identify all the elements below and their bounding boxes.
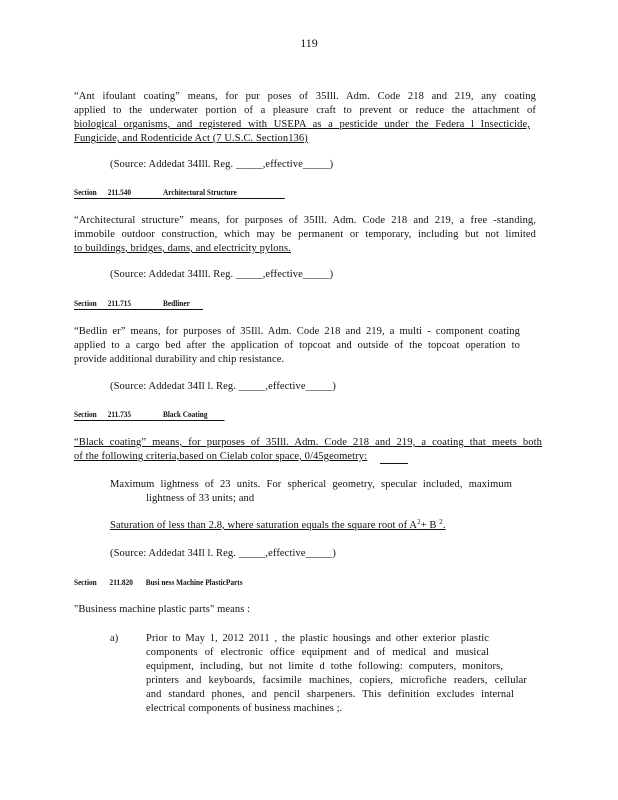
antifoulant-source: (Source: Addedat 34Ill. Reg. _____,effective_____) xyxy=(110,159,334,170)
bedliner-source: (Source: Addedat 34Il l. Reg. _____,effective_____) xyxy=(110,381,336,392)
section-heading-211-715 xyxy=(74,298,203,310)
page-number: 119 xyxy=(300,36,318,50)
business-machine-item-line-3: equipment, including, but not limite d tothe following: computers, monitors, xyxy=(146,661,503,672)
business-machine-item-line-2: components of electronic office equipment and of medical and musical xyxy=(146,647,489,658)
criteria-maximum-line-2: lightness of 33 units; and xyxy=(146,493,255,504)
business-machine-item-line-6: electrical components of business machines ;. xyxy=(146,703,343,714)
section-title: Busi ness Machine PlasticParts xyxy=(145,577,243,587)
section-number: 211.735 xyxy=(107,409,132,419)
criteria-maximum-line-1: Maximum lightness of 23 units. For spherical geometry, specular included, maximum xyxy=(110,479,512,490)
section-heading-211-540 xyxy=(74,187,285,199)
architectural-line-3: to buildings, bridges, dams, and electricity pylons. xyxy=(74,243,291,254)
section-title: Architectural Structure xyxy=(163,187,237,197)
business-machine-item-label: a) xyxy=(110,633,119,644)
section-label: Section xyxy=(74,577,97,587)
section-label: Section xyxy=(74,298,97,308)
criteria-saturation xyxy=(110,519,446,532)
black-coating-line-1: “Black coating” means, for purposes of 35Ill. Adm. Code 218 and 219, a coating that meets both xyxy=(74,437,542,448)
section-heading-211-735 xyxy=(74,409,225,421)
architectural-line-2: immobile outdoor construction, which may be permanent or temporary, including but not limited xyxy=(74,229,536,240)
business-machine-intro: "Business machine plastic parts" means : xyxy=(74,604,251,615)
bedliner-line-2: applied to a cargo bed after the application of topcoat and outside of the topcoat operation to xyxy=(74,340,520,351)
architectural-source: (Source: Addedat 34Ill. Reg. _____,effective_____) xyxy=(110,269,334,280)
section-number: 211.540 xyxy=(107,187,132,197)
bedliner-line-3: provide additional durability and chip resistance. xyxy=(74,354,285,365)
antifoulant-line-3: biological organisms, and registered with USEPA as a pesticide under the Federa l Insecticide, xyxy=(74,119,530,130)
section-label: Section xyxy=(74,187,97,197)
antifoulant-line-1: “Ant ifoulant coating” means, for pur poses of 35Ill. Adm. Code 218 and 219, any coating xyxy=(74,91,536,102)
antifoulant-line-2: applied to the underwater portion of a pleasure craft to prevent or reduce the attachment of xyxy=(74,105,536,116)
business-machine-item-line-1: Prior to May 1, 2012 2011 , the plastic housings and other exterior plastic xyxy=(146,633,489,644)
antifoulant-line-4: Fungicide, and Rodenticide Act (7 U.S.C. Section136) xyxy=(74,133,308,144)
saturation-superscript-a: 2 xyxy=(417,518,421,526)
section-number: 211.820 xyxy=(109,577,133,587)
section-title: Black Coating xyxy=(163,409,208,419)
black-coating-source: (Source: Addedat 34Il l. Reg. _____,effective_____) xyxy=(110,548,336,559)
section-title: Bedliner xyxy=(163,298,190,308)
architectural-line-1: “Architectural structure” means, for purposes of 35Ill. Adm. Code 218 and 219, a free -standing, xyxy=(74,215,536,226)
black-coating-underline-extension xyxy=(380,463,408,464)
saturation-plus-b: + B xyxy=(420,520,437,531)
section-heading-211-820 xyxy=(74,577,243,587)
bedliner-line-1: “Bedlin er” means, for purposes of 35Ill. Adm. Code 218 and 219, a multi - component coating xyxy=(74,326,520,337)
saturation-period: . xyxy=(442,520,446,531)
business-machine-item-line-4: printers and keyboards, facsimile machines, copiers, microfiche readers, cellular xyxy=(146,675,527,686)
section-label: Section xyxy=(74,409,97,419)
black-coating-line-2: of the following criteria,based on Cielab color space, 0/45geometry: xyxy=(74,451,368,462)
saturation-superscript-b: 2 xyxy=(439,518,443,526)
saturation-text: Saturation of less than 2.8, where saturation equals the square root of A xyxy=(110,520,418,531)
section-number: 211.715 xyxy=(107,298,132,308)
business-machine-item-line-5: and standard phones, and pencil sharpeners. This definition excludes internal xyxy=(146,689,514,700)
